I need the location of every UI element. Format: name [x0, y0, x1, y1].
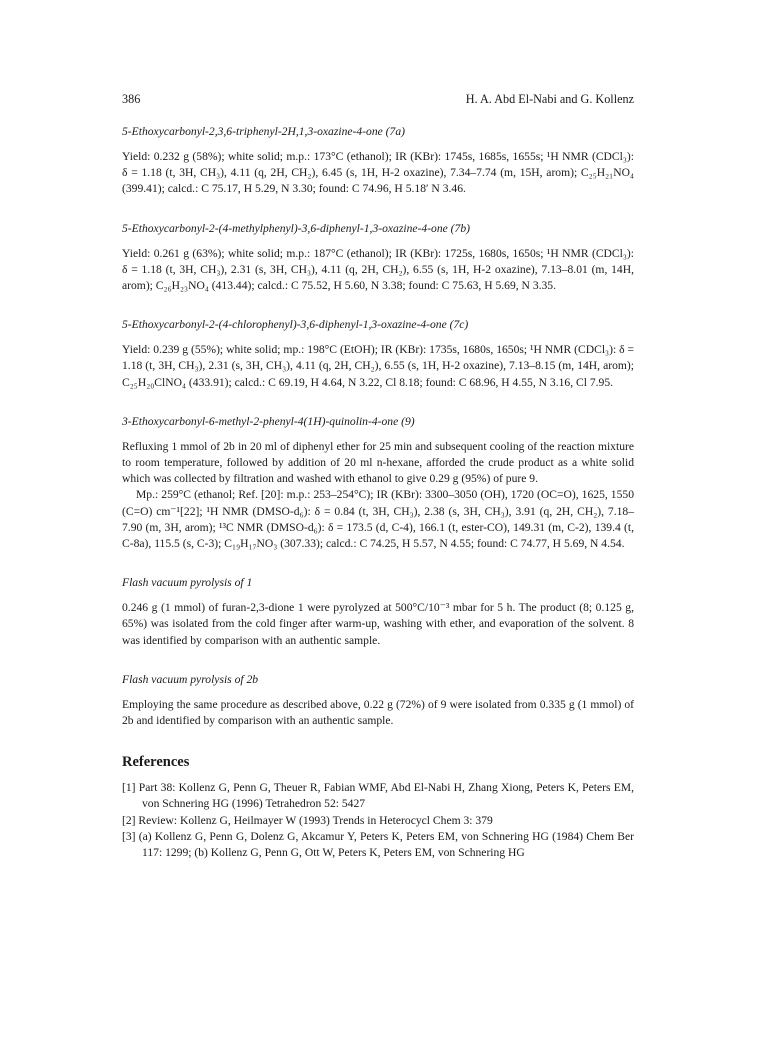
references-heading: References [122, 754, 190, 771]
section-title-7b: 5-Ethoxycarbonyl-2-(4-methylphenyl)-3,6-diphenyl-1,3-oxazine-4-one (7b) [122, 221, 470, 235]
reference-item-1: [1] Part 38: Kollenz G, Penn G, Theuer R, Fabian WMF, Abd El-Nabi H, Zhang Xiong, Peters K, Peters EM, von Schnering HG (1996) Tetrahedron 52: 5427 [122, 781, 634, 811]
section-title-7c: 5-Ethoxycarbonyl-2-(4-chlorophenyl)-3,6-diphenyl-1,3-oxazine-4-one (7c) [122, 318, 469, 332]
main-text [122, 124, 634, 861]
section-title-fvp-1: Flash vacuum pyrolysis of 1 [122, 576, 253, 590]
section-title-fvp-2b: Flash vacuum pyrolysis of 2b [122, 672, 259, 686]
running-header [122, 92, 634, 108]
section-title-9: 3-Ethoxycarbonyl-6-methyl-2-phenyl-4(1H)-quinolin-4-one (9) [122, 414, 415, 428]
section-paragraph-7b: Yield: 0.261 g (63%); white solid; m.p.: 187°C (ethanol); IR (KBr): 1725s, 1680s, 1650s; ¹H NMR (CDCl₃): δ = 1.18 (t, 3H, CH₃), 2.31 (s, 3H, CH₃), 4.11 (q, 2H, CH₂), 6.55 (s, 1H, H-2 oxazine), 7.13–8.01 (m, 14H, arom); C₂₆H₂₃NO₄ (413.44); calcd.: C 75.52, H 5.60, N 3.38; found: C 75.63, H 5.69, N 3.35. [122, 246, 634, 293]
section-title-7a: 5-Ethoxycarbonyl-2,3,6-triphenyl-2H,1,3-oxazine-4-one (7a) [122, 125, 405, 138]
section-paragraph-9-procedure: Refluxing 1 mmol of 2b in 20 ml of diphenyl ether for 25 min and subsequent cooling of the reaction mixture to room temperature, followed by addition of 20 ml n-hexane, afforded the crude product as a white solid which was collected by filtration and washed with ethanol to give 0.29 g (95%) of pure 9. [122, 439, 634, 486]
section-paragraph-fvp-2b: Employing the same procedure as described above, 0.22 g (72%) of 9 were isolated from 0.335 g (1 mmol) of 2b and identified by comparison with an authentic sample. [122, 697, 634, 728]
running-header-authors: H. A. Abd El-Nabi and G. Kollenz [465, 92, 634, 106]
reference-item-2: [2] Review: Kollenz G, Heilmayer W (1993) Trends in Heterocycl Chem 3: 379 [122, 813, 493, 827]
section-paragraph-fvp-1: 0.246 g (1 mmol) of furan-2,3-dione 1 were pyrolyzed at 500°C/10⁻³ mbar for 5 h. The product (8; 0.125 g, 65%) was isolated from the cold finger after warm-up, washing with ether, and evaporation of the solvent. 8 was identified by comparison with an authentic sample. [122, 601, 634, 647]
section-paragraph-9-data: Mp.: 259°C (ethanol; Ref. [20]: m.p.: 253–254°C); IR (KBr): 3300–3050 (OH), 1720 (OC=O), 1625, 1550 (C=O) cm⁻¹[22]; ¹H NMR (DMSO-d₆): δ = 0.84 (t, 3H, CH₃), 2.38 (s, 3H, CH₃), 3.91 (q, 2H, CH₂), 7.18–7.90 (m, 3H, arom); ¹³C NMR (DMSO-d₆): δ = 173.5 (d, C-4), 166.1 (t, ester-CO), 149.31 (m, C-2), 139.4 (t, C-8a), 115.5 (s, C-3); C₁₉H₁₇NO₃ (307.33); calcd.: C 74.25, H 5.57, N 4.55; found: C 74.77, H 5.69, N 4.54. [122, 488, 634, 551]
page-number: 386 [122, 92, 141, 106]
section-paragraph-7c: Yield: 0.239 g (55%); white solid; mp.: 198°C (EtOH); IR (KBr): 1735s, 1680s, 1650s; ¹H NMR (CDCl₃): δ = 1.18 (t, 3H, CH₃), 2.31 (s, 3H, CH₃), 4.11 (q, 2H, CH₂), 6.55 (s, 1H, H-2 oxazine), 7.13–8.15 (m, 14H, arom); C₂₅H₂₀ClNO₄ (433.91); calcd.: C 69.19, H 4.64, N 3.22, Cl 8.18; found: C 68.96, H 4.55, N 3.16, Cl 7.95. [122, 343, 634, 389]
reference-item-3: [3] (a) Kollenz G, Penn G, Dolenz G, Akcamur Y, Peters K, Peters EM, von Schnering HG (1984) Chem Ber 117: 1299; (b) Kollenz G, Penn G, Ott W, Peters K, Peters EM, von Schnering HG [122, 829, 634, 860]
section-paragraph-7a: Yield: 0.232 g (58%); white solid; m.p.: 173°C (ethanol); IR (KBr): 1745s, 1685s, 1655s; ¹H NMR (CDCl₃): δ = 1.18 (t, 3H, CH₃), 4.11 (q, 2H, CH₂), 6.45 (s, 1H, H-2 oxazine), 7.34–7.74 (m, 15H, arom); C₂₅H₂₁NO₄ (399.41); calcd.: C 75.17, H 5.29, N 3.30; found: C 74.96, H 5.18′ N 3.46. [122, 150, 634, 196]
